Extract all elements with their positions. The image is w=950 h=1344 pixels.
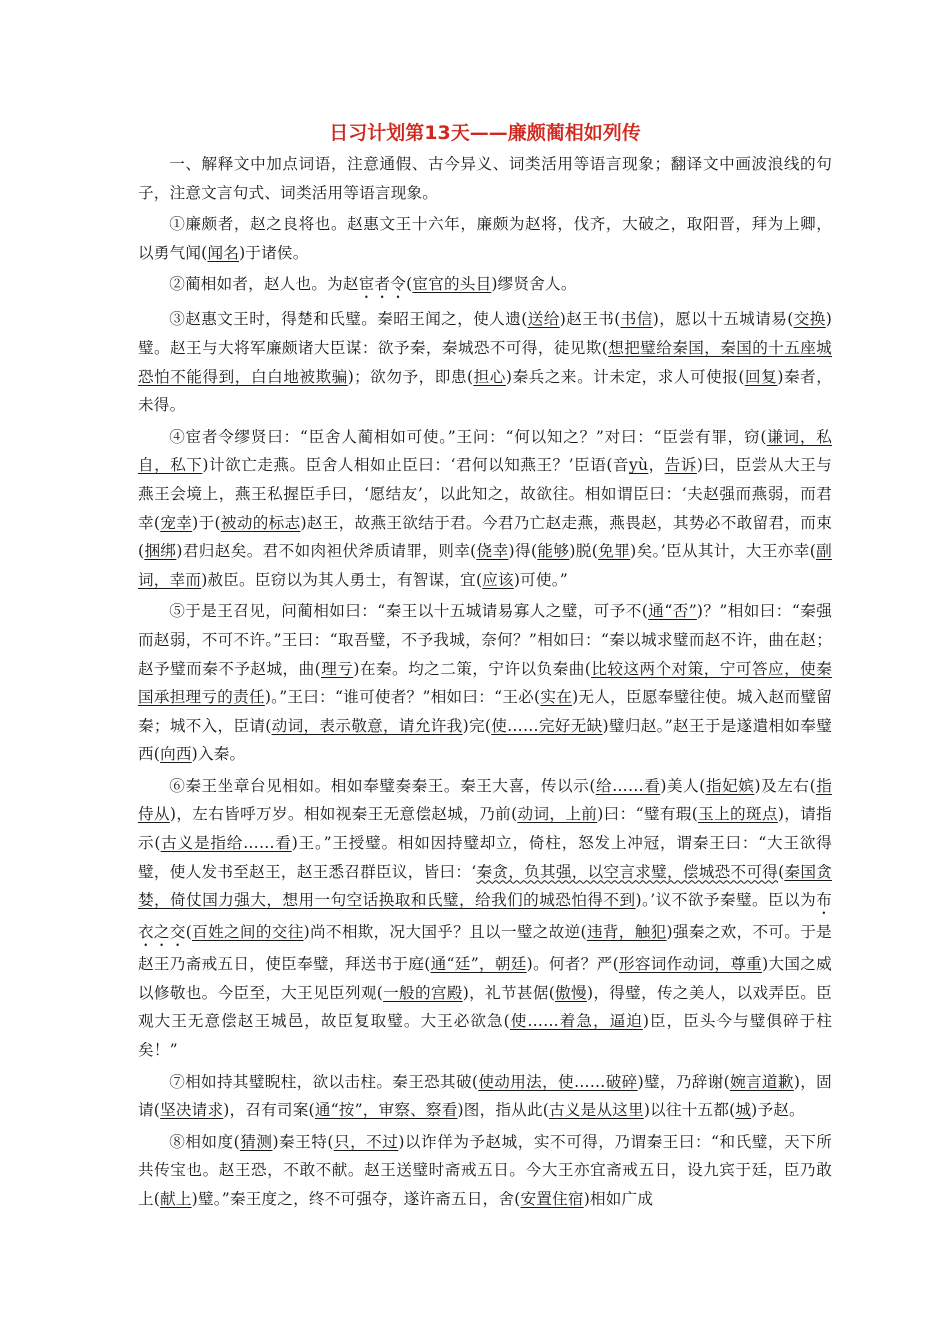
text-segment: )，得璧，传之美人，以戏弄臣。臣观大王无意偿赵王城邑，故臣复取璧。大王必欲急( [138, 983, 832, 1031]
annotation-note: 猜测 [239, 1132, 273, 1151]
text-segment: ⑤于是王召见，问蔺相如曰：“秦王以十五城请易寡人之璧，可予不( [169, 602, 649, 621]
annotation-note: 古义是指给……看 [160, 834, 292, 853]
annotation-note: 比较这两个对策，宁可答应，使秦国承担理亏的责任 [138, 659, 833, 707]
annotation-note: 使动用法，使……破碎 [478, 1072, 638, 1091]
annotation-note: 免罪 [598, 542, 631, 561]
annotation-note: 副词，幸而 [138, 542, 832, 589]
text-segment: )秦兵之来。计未定，求人可使报( [505, 367, 745, 386]
text-segment: )缪贤舍人。 [491, 275, 577, 294]
text-segment: ②蔺相如者，赵人也。为赵 [169, 275, 359, 294]
annotation-note: 形容词作动词，尊重 [618, 955, 763, 974]
text-segment: ⑧相如度( [169, 1132, 240, 1151]
text-segment: )以诈佯为予赵城，实不可得，乃谓秦王曰：“和氏璧，天下所共传宝也。赵王恐，不敢不献。赵王送璧时斋戒五日。今大王亦宜斋戒五日，设九宾于廷，臣乃敢上( [138, 1132, 832, 1208]
text-segment: )秦者，未得。 [138, 367, 833, 415]
annotation-note: 安置住宿 [520, 1190, 584, 1208]
text-segment: ⑦相如持其璧睨柱，欲以击柱。秦王恐其破( [169, 1072, 479, 1091]
annotation-note: 通“廷”，朝廷 [430, 955, 527, 974]
annotation-note: 城 [735, 1101, 752, 1120]
annotation-note: 只，不过 [333, 1132, 399, 1151]
text-segment: ( [185, 923, 193, 942]
annotation-note: yù [629, 456, 649, 475]
annotation-note: 动词，表示敬意，请允许我 [271, 716, 463, 735]
instruction-paragraph: 一、解释文中加点词语，注意通假、古今异义、词类活用等语言现象；翻译文中画波浪线的句子，注意文言句式、词类活用等语言现象。 [138, 155, 832, 202]
annotation-note: 捆绑 [144, 542, 177, 561]
translation-sentence: 秦贪，负其强，以空言求璧，偿城恐不可得 [476, 862, 779, 881]
text-segment: )赵王书( [559, 310, 621, 329]
text-segment: )入秦。 [191, 745, 246, 764]
text-segment: )，召有司案( [223, 1101, 315, 1120]
text-segment: )赦臣。臣窃以为其人勇士，有智谋，宜( [201, 570, 483, 589]
text-segment: ( [778, 862, 785, 881]
text-paragraph [138, 772, 832, 1065]
text-segment: ( [406, 275, 413, 294]
text-segment: )尚不相欺，况大国乎？且以一璧之故逆( [303, 923, 587, 942]
text-segment: )。”王曰：“谁可使者？”相如曰：“王必( [264, 688, 541, 707]
annotation-note: 指侍从 [138, 776, 833, 824]
text-segment: )可使。” [513, 570, 568, 589]
annotation-note: 指妃嫔 [705, 776, 755, 795]
annotation-note: 献上 [160, 1190, 192, 1208]
text-segment: )强秦之欢，不可。于是赵王乃斋戒五日，使臣奉璧，拜送书于庭( [138, 923, 832, 974]
text-segment: )大国之威以修敬也。今臣至，大王见臣列观( [138, 955, 832, 1002]
text-segment: )美人( [660, 776, 706, 795]
text-segment: )相如广成 [583, 1190, 654, 1208]
annotation-note: 实在 [540, 688, 573, 707]
annotation-note: 应该 [482, 570, 514, 589]
annotation-note: 秦国贪婪，倚仗国力强大，想用一句空话换取和氏璧，给我们的城恐怕得不到 [138, 862, 832, 910]
text-segment: )？”相如曰：“秦强而赵弱，不可不许。”王曰：“取吾璧，不予我城，奈何？”相如曰：“秦以城求璧而赵不许，曲在赵；赵予璧而秦不予赵城，曲( [138, 602, 833, 678]
annotation-note: 坚决请求 [160, 1101, 224, 1120]
text-segment: )曰，臣尝从大王与燕王会境上，燕王私握臣手曰，‘愿结友’，以此知之，故欲往。相如谓臣曰：‘夫赵强而燕弱，而君幸( [138, 456, 832, 532]
annotation-note: 古义是从这里 [549, 1101, 644, 1120]
text-segment: )无人，臣愿奉璧往使。城入赵而璧留秦；城不入，臣请( [138, 688, 832, 735]
text-segment: )，愿以十五城请易( [652, 310, 794, 329]
text-segment: )脱( [569, 542, 599, 561]
annotation-note: 交换 [793, 310, 826, 329]
annotation-note: 婉言道歉 [729, 1072, 794, 1091]
text-paragraph [138, 1068, 832, 1125]
text-segment: )于诸侯。 [239, 243, 309, 262]
text-paragraph [138, 423, 832, 595]
annotation-note: 通“否” [648, 602, 697, 621]
annotation-note: 宠幸 [160, 513, 193, 532]
annotation-note: 通“按”，审察、察看 [314, 1101, 458, 1120]
annotation-note: 百姓之间的交往 [192, 923, 304, 942]
annotation-note: 担心 [473, 367, 506, 386]
annotation-note: 理亏 [320, 659, 354, 678]
text-segment: ⑥秦王坐章台见相如。相如奉璧奏秦王。秦王大喜，传以示( [169, 776, 596, 795]
text-paragraph [138, 305, 832, 419]
text-segment: )王。”王授璧。相如因持璧却立，倚柱，怒发上冲冠，谓秦王曰：“大王欲得璧，使人发书至赵王，赵王悉召群臣议，皆曰：‘ [138, 834, 832, 881]
text-segment: )完( [462, 716, 492, 735]
text-segment: ④宦者令缪贤曰：“臣舍人蔺相如可使。”王问：“何以知之？”对曰：“臣尝有罪，窃( [169, 427, 767, 446]
annotation-note: 向西 [160, 745, 192, 764]
text-segment: )予赵。 [751, 1101, 805, 1120]
text-paragraph [138, 597, 832, 769]
text-segment: )璧归赵。”赵王于是遂遣相如奉璧西( [138, 716, 832, 764]
annotation-note: 侥幸 [476, 542, 509, 561]
annotation-note: 闻名 [207, 243, 240, 262]
text-segment: )曰：“璧有瑕( [597, 805, 698, 824]
text-segment: )。’议不欲予秦璧。臣以为 [635, 891, 817, 910]
annotation-note: 动词，上前 [517, 805, 598, 824]
annotation-note: 送给 [527, 310, 560, 329]
text-segment: )秦王特( [272, 1132, 334, 1151]
text-segment: )，请指示( [138, 805, 832, 853]
text-segment: )赵王，故燕王欲结于君。今君乃亡赵走燕，燕畏赵，其势必不敢留君，而束( [138, 513, 832, 561]
text-segment: )，左右皆呼万岁。相如视秦王无意偿赵城，乃前( [169, 805, 518, 824]
text-segment: )。何者？严( [526, 955, 619, 974]
annotation-note: 傲慢 [554, 983, 587, 1002]
annotation-note: 使……着急，逼迫 [509, 1012, 643, 1031]
text-segment: )，固请( [138, 1072, 832, 1120]
text-segment: )璧。赵王与大将军廉颇诸大臣谋：欲予秦，秦城恐不可得，徒见欺( [138, 310, 833, 357]
document-title: 日习计划第13天——廉颇蔺相如列传 [329, 122, 641, 144]
annotation-note: 被动的标志 [220, 513, 301, 532]
text-segment: ③赵惠文王时，得楚和氏璧。秦昭王闻之，使人遗( [169, 310, 528, 329]
annotation-note: 谦词，私自，私下 [138, 427, 832, 475]
annotation-note: 想把璧给秦国，秦国的十五座城恐怕不能得到，白白地被欺骗 [138, 338, 832, 386]
text-segment: )璧。”秦王度之，终不可强夺，遂许斋五日，舍( [191, 1190, 521, 1208]
text-segment: ①廉颇者，赵之良将也。赵惠文王十六年，廉颇为赵将，伐齐，大破之，取阳晋，拜为上卿，以勇气闻( [138, 215, 832, 262]
annotation-note: 一般的宫殿 [383, 983, 463, 1002]
text-segment: )以往十五都( [643, 1101, 736, 1120]
text-segment: )君归赵矣。君不如肉袒伏斧质请罪，则幸( [176, 542, 477, 561]
text-segment: )在秦。均之二策，宁许以负秦曲( [353, 659, 592, 678]
dotted-keyword: 布衣之交 [138, 891, 832, 942]
text-paragraph [138, 270, 832, 302]
text-segment: )图，指从此( [457, 1101, 550, 1120]
annotation-note: 书信 [620, 310, 653, 329]
text-segment: )及左右( [754, 776, 816, 795]
annotation-note: 告诉 [664, 456, 697, 475]
text-segment: )得( [508, 542, 538, 561]
annotation-note: 宦官的头目 [412, 275, 492, 294]
text-segment: )璧，乃辞谢( [637, 1072, 730, 1091]
text-paragraph [138, 210, 832, 267]
text-segment: )于( [192, 513, 221, 532]
dotted-keyword: 宦者令 [358, 275, 407, 294]
annotation-note: 玉上的斑点 [698, 805, 778, 824]
annotation-note: 使……完好无缺 [491, 716, 603, 735]
text-segment: )臣，臣头今与璧俱碎于柱矣！” [138, 1012, 833, 1060]
text-segment: )计欲亡走燕。臣舍人相如止臣曰：‘君何以知燕王？’臣语(音 [202, 456, 630, 475]
annotation-note: 给……看 [595, 776, 661, 795]
annotation-note: 违背，触犯 [586, 923, 667, 942]
text-segment: )，礼节甚倨( [462, 983, 555, 1002]
text-paragraph [138, 1128, 832, 1214]
annotation-note: 能够 [537, 542, 570, 561]
text-segment: )；欲勿予，即患( [347, 367, 474, 386]
text-segment: ， [648, 456, 665, 475]
text-body [138, 210, 832, 1213]
text-segment: )矣。’臣从其计，大王亦幸( [630, 542, 816, 561]
annotation-note: 回复 [744, 367, 778, 386]
